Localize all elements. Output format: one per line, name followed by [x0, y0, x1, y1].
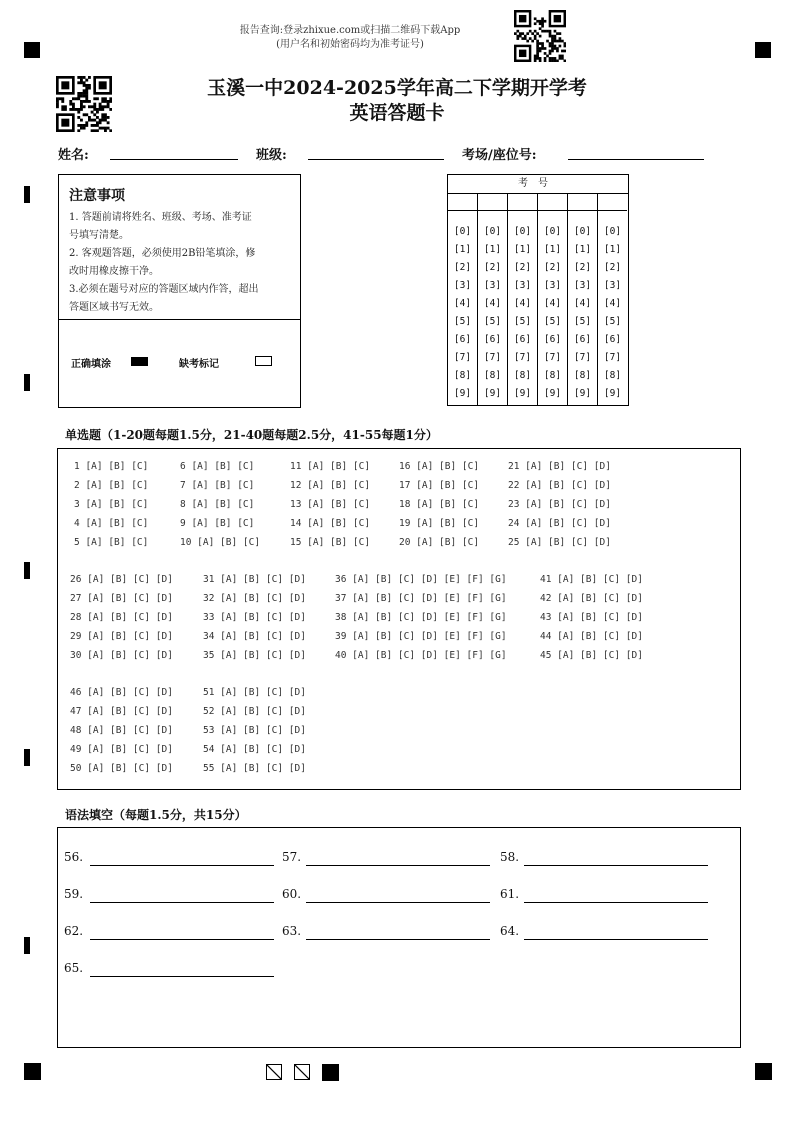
corner-mark-top-right: [755, 42, 771, 58]
mc-question-row[interactable]: 1 [A] [B] [C]: [74, 461, 149, 472]
notice-line: 改时用橡皮擦干净。: [69, 266, 159, 277]
mc-question-row[interactable]: 49 [A] [B] [C] [D]: [70, 744, 173, 755]
digit-bubble[interactable]: [3]: [453, 280, 472, 291]
digit-bubble[interactable]: [6]: [603, 334, 622, 345]
digit-bubble[interactable]: [0]: [603, 226, 622, 237]
digit-bubble[interactable]: [5]: [483, 316, 502, 327]
exam-number-column: [568, 193, 598, 405]
digit-bubble[interactable]: [2]: [573, 262, 592, 273]
grammar-answer-line[interactable]: [524, 902, 708, 903]
digit-bubble[interactable]: [5]: [603, 316, 622, 327]
digit-bubble[interactable]: [4]: [453, 298, 472, 309]
class-field[interactable]: [308, 159, 444, 160]
digit-bubble[interactable]: [0]: [513, 226, 532, 237]
side-mark: [24, 186, 30, 203]
mc-question-row[interactable]: 13 [A] [B] [C]: [290, 499, 371, 510]
mc-question-row[interactable]: 31 [A] [B] [C] [D]: [203, 574, 306, 585]
room-seat-field[interactable]: [568, 159, 704, 160]
title-line-2: 英语答题卡: [349, 102, 445, 124]
exam-number-write-box[interactable]: [478, 193, 507, 211]
corner-mark-bottom-right: [755, 1063, 772, 1080]
grammar-question-number: 56.: [64, 850, 84, 864]
digit-bubble[interactable]: [4]: [573, 298, 592, 309]
digit-bubble[interactable]: [4]: [603, 298, 622, 309]
mc-question-row[interactable]: 22 [A] [B] [C] [D]: [508, 480, 611, 491]
grammar-question-number: 61.: [500, 887, 520, 901]
mc-question-row[interactable]: 17 [A] [B] [C]: [399, 480, 480, 491]
exam-number-digits: [478, 223, 507, 403]
corner-mark-top-left: [24, 42, 40, 58]
digit-bubble[interactable]: [9]: [513, 388, 532, 399]
digit-bubble[interactable]: [3]: [543, 280, 562, 291]
digit-bubble[interactable]: [4]: [543, 298, 562, 309]
room-seat-label: 考场/座位号:: [462, 148, 537, 163]
exam-number-digits: [598, 223, 627, 403]
student-info-row: [58, 144, 718, 164]
mc-question-row[interactable]: 9 [A] [B] [C]: [180, 518, 255, 529]
mc-question-row[interactable]: 48 [A] [B] [C] [D]: [70, 725, 173, 736]
mc-question-row[interactable]: 46 [A] [B] [C] [D]: [70, 687, 173, 698]
correct-fill-label: 正确填涂: [71, 359, 111, 370]
digit-bubble[interactable]: [0]: [453, 226, 472, 237]
exam-number-digits: [538, 223, 567, 403]
mc-question-row[interactable]: 51 [A] [B] [C] [D]: [203, 687, 306, 698]
student-qr-code: [56, 76, 112, 132]
exam-number-write-box[interactable]: [568, 193, 597, 211]
digit-bubble[interactable]: [1]: [573, 244, 592, 255]
digit-bubble[interactable]: [7]: [483, 352, 502, 363]
grammar-question-number: 64.: [500, 924, 520, 938]
exam-number-column: [448, 193, 478, 405]
mc-question-row[interactable]: 42 [A] [B] [C] [D]: [540, 593, 643, 604]
digit-bubble[interactable]: [0]: [573, 226, 592, 237]
mc-question-row[interactable]: 29 [A] [B] [C] [D]: [70, 631, 173, 642]
digit-bubble[interactable]: [8]: [483, 370, 502, 381]
grammar-question-number: 65.: [64, 961, 84, 975]
digit-bubble[interactable]: [5]: [513, 316, 532, 327]
name-label: 姓名:: [58, 148, 89, 163]
mc-question-row[interactable]: 55 [A] [B] [C] [D]: [203, 763, 306, 774]
mc-question-row[interactable]: 24 [A] [B] [C] [D]: [508, 518, 611, 529]
digit-bubble[interactable]: [3]: [603, 280, 622, 291]
digit-bubble[interactable]: [3]: [513, 280, 532, 291]
exam-number-column: [508, 193, 538, 405]
digit-bubble[interactable]: [5]: [453, 316, 472, 327]
mc-question-row[interactable]: 12 [A] [B] [C]: [290, 480, 371, 491]
grammar-answer-line[interactable]: [524, 865, 708, 866]
mc-question-row[interactable]: 43 [A] [B] [C] [D]: [540, 612, 643, 623]
grammar-question-number: 59.: [64, 887, 84, 901]
digit-bubble[interactable]: [2]: [543, 262, 562, 273]
grammar-answer-area: [57, 827, 741, 1048]
grammar-question-number: 57.: [282, 850, 302, 864]
grammar-question-number: 58.: [500, 850, 520, 864]
mc-question-row[interactable]: 25 [A] [B] [C] [D]: [508, 537, 611, 548]
digit-bubble[interactable]: [1]: [543, 244, 562, 255]
digit-bubble[interactable]: [8]: [513, 370, 532, 381]
mc-question-row[interactable]: 21 [A] [B] [C] [D]: [508, 461, 611, 472]
digit-bubble[interactable]: [8]: [453, 370, 472, 381]
digit-bubble[interactable]: [5]: [573, 316, 592, 327]
mc-question-row[interactable]: 26 [A] [B] [C] [D]: [70, 574, 173, 585]
correct-fill-sample: [131, 357, 148, 366]
digit-bubble[interactable]: [9]: [603, 388, 622, 399]
digit-bubble[interactable]: [9]: [453, 388, 472, 399]
mc-question-row[interactable]: 19 [A] [B] [C]: [399, 518, 480, 529]
digit-bubble[interactable]: [6]: [573, 334, 592, 345]
mc-question-row[interactable]: 11 [A] [B] [C]: [290, 461, 371, 472]
digit-bubble[interactable]: [7]: [603, 352, 622, 363]
name-field[interactable]: [110, 159, 238, 160]
mc-question-row[interactable]: 6 [A] [B] [C]: [180, 461, 255, 472]
absent-mark-box[interactable]: [255, 356, 272, 366]
mc-question-row[interactable]: 18 [A] [B] [C]: [399, 499, 480, 510]
notice-line: 1. 答题前请将姓名、班级、考场、准考证: [69, 212, 252, 223]
notice-items: [69, 209, 293, 317]
digit-bubble[interactable]: [5]: [543, 316, 562, 327]
mc-question-row[interactable]: 3 [A] [B] [C]: [74, 499, 149, 510]
filled-box-mark: [322, 1064, 339, 1081]
exam-number-title: 考号: [448, 175, 628, 194]
grammar-answer-line[interactable]: [90, 902, 274, 903]
digit-bubble[interactable]: [3]: [573, 280, 592, 291]
exam-number-digits: [508, 223, 537, 403]
digit-bubble[interactable]: [6]: [453, 334, 472, 345]
digit-bubble[interactable]: [8]: [603, 370, 622, 381]
digit-bubble[interactable]: [2]: [603, 262, 622, 273]
absent-mark-label: 缺考标记: [179, 359, 219, 370]
mc-question-row[interactable]: 52 [A] [B] [C] [D]: [203, 706, 306, 717]
digit-bubble[interactable]: [6]: [483, 334, 502, 345]
mc-question-row[interactable]: 39 [A] [B] [C] [D] [E] [F] [G]: [335, 631, 507, 642]
grammar-question-number: 62.: [64, 924, 84, 938]
digit-bubble[interactable]: [1]: [603, 244, 622, 255]
grammar-answer-line[interactable]: [306, 902, 490, 903]
mc-question-row[interactable]: 34 [A] [B] [C] [D]: [203, 631, 306, 642]
digit-bubble[interactable]: [4]: [513, 298, 532, 309]
mc-question-row[interactable]: 5 [A] [B] [C]: [74, 537, 149, 548]
exam-number-column: [598, 193, 627, 405]
notice-box: [58, 174, 301, 408]
mc-question-row[interactable]: 44 [A] [B] [C] [D]: [540, 631, 643, 642]
exam-number-write-box[interactable]: [538, 193, 567, 211]
note-line-2: (用户名和初始密码均为准考证号): [276, 39, 424, 50]
digit-bubble[interactable]: [7]: [573, 352, 592, 363]
side-mark: [24, 937, 30, 954]
digit-bubble[interactable]: [0]: [483, 226, 502, 237]
mc-question-row[interactable]: 4 [A] [B] [C]: [74, 518, 149, 529]
mc-question-row[interactable]: 47 [A] [B] [C] [D]: [70, 706, 173, 717]
slash-box-mark: [294, 1064, 310, 1080]
slash-box-mark: [266, 1064, 282, 1080]
class-label: 班级:: [256, 148, 287, 163]
mc-question-row[interactable]: 35 [A] [B] [C] [D]: [203, 650, 306, 661]
mc-question-row[interactable]: 28 [A] [B] [C] [D]: [70, 612, 173, 623]
mc-question-row[interactable]: 45 [A] [B] [C] [D]: [540, 650, 643, 661]
app-download-qr-code: [514, 10, 566, 62]
exam-number-column: [538, 193, 568, 405]
exam-number-digits: [448, 223, 477, 403]
exam-number-write-box[interactable]: [508, 193, 537, 211]
mc-question-row[interactable]: 40 [A] [B] [C] [D] [E] [F] [G]: [335, 650, 507, 661]
grammar-section-title: 语法填空（每题1.5分，共15分）: [65, 808, 247, 822]
mc-question-row[interactable]: 32 [A] [B] [C] [D]: [203, 593, 306, 604]
mc-question-row[interactable]: 37 [A] [B] [C] [D] [E] [F] [G]: [335, 593, 507, 604]
digit-bubble[interactable]: [8]: [573, 370, 592, 381]
digit-bubble[interactable]: [1]: [483, 244, 502, 255]
mc-question-row[interactable]: 23 [A] [B] [C] [D]: [508, 499, 611, 510]
mc-question-row[interactable]: 16 [A] [B] [C]: [399, 461, 480, 472]
digit-bubble[interactable]: [2]: [453, 262, 472, 273]
digit-bubble[interactable]: [6]: [543, 334, 562, 345]
mc-question-row[interactable]: 41 [A] [B] [C] [D]: [540, 574, 643, 585]
side-mark: [24, 562, 30, 579]
mc-question-row[interactable]: 30 [A] [B] [C] [D]: [70, 650, 173, 661]
mc-question-row[interactable]: 7 [A] [B] [C]: [180, 480, 255, 491]
digit-bubble[interactable]: [2]: [483, 262, 502, 273]
digit-bubble[interactable]: [7]: [543, 352, 562, 363]
exam-number-grid: [447, 174, 629, 406]
grammar-question-number: 63.: [282, 924, 302, 938]
mc-question-row[interactable]: 54 [A] [B] [C] [D]: [203, 744, 306, 755]
side-mark: [24, 749, 30, 766]
grammar-question-number: 60.: [282, 887, 302, 901]
mc-question-row[interactable]: 8 [A] [B] [C]: [180, 499, 255, 510]
mc-question-row[interactable]: 36 [A] [B] [C] [D] [E] [F] [G]: [335, 574, 507, 585]
exam-number-write-box[interactable]: [448, 193, 477, 211]
notice-title: 注意事项: [69, 188, 125, 204]
exam-number-write-box[interactable]: [598, 193, 627, 211]
notice-line: 答题区域书写无效。: [69, 302, 159, 313]
grammar-answer-line[interactable]: [90, 976, 274, 977]
digit-bubble[interactable]: [9]: [543, 388, 562, 399]
side-mark: [24, 374, 30, 391]
mc-question-row[interactable]: 27 [A] [B] [C] [D]: [70, 593, 173, 604]
digit-bubble[interactable]: [9]: [483, 388, 502, 399]
digit-bubble[interactable]: [9]: [573, 388, 592, 399]
notice-divider: [59, 319, 300, 320]
notice-line: 2. 客观题答题，必须使用2B铅笔填涂，修: [69, 248, 256, 259]
mc-question-row[interactable]: 33 [A] [B] [C] [D]: [203, 612, 306, 623]
mc-question-row[interactable]: 2 [A] [B] [C]: [74, 480, 149, 491]
mc-question-row[interactable]: 14 [A] [B] [C]: [290, 518, 371, 529]
digit-bubble[interactable]: [8]: [543, 370, 562, 381]
digit-bubble[interactable]: [7]: [453, 352, 472, 363]
digit-bubble[interactable]: [0]: [543, 226, 562, 237]
grammar-answer-line[interactable]: [90, 865, 274, 866]
grammar-answer-line[interactable]: [524, 939, 708, 940]
mc-answer-area: [57, 448, 741, 790]
mc-question-row[interactable]: 38 [A] [B] [C] [D] [E] [F] [G]: [335, 612, 507, 623]
digit-bubble[interactable]: [4]: [483, 298, 502, 309]
mc-question-row[interactable]: 50 [A] [B] [C] [D]: [70, 763, 173, 774]
mc-question-row[interactable]: 15 [A] [B] [C]: [290, 537, 371, 548]
mc-section-title: 单选题（1-20题每题1.5分，21-40题每题2.5分，41-55每题1分）: [65, 428, 438, 442]
notice-line: 号填写清楚。: [69, 230, 129, 241]
corner-mark-bottom-left: [24, 1063, 41, 1080]
grammar-answer-line[interactable]: [306, 865, 490, 866]
report-query-note: [190, 24, 510, 52]
mc-question-row[interactable]: 10 [A] [B] [C]: [180, 537, 261, 548]
exam-number-digits: [568, 223, 597, 403]
exam-number-column: [478, 193, 508, 405]
digit-bubble[interactable]: [6]: [513, 334, 532, 345]
digit-bubble[interactable]: [7]: [513, 352, 532, 363]
digit-bubble[interactable]: [1]: [513, 244, 532, 255]
mc-question-row[interactable]: 53 [A] [B] [C] [D]: [203, 725, 306, 736]
page-title: [160, 76, 634, 126]
mc-question-row[interactable]: 20 [A] [B] [C]: [399, 537, 480, 548]
grammar-answer-line[interactable]: [306, 939, 490, 940]
note-line-1: 报告查询:登录zhixue.com或扫描二维码下载App: [239, 25, 461, 36]
notice-line: 3.必须在题号对应的答题区域内作答，超出: [69, 284, 259, 295]
digit-bubble[interactable]: [2]: [513, 262, 532, 273]
grammar-answer-line[interactable]: [90, 939, 274, 940]
digit-bubble[interactable]: [1]: [453, 244, 472, 255]
title-line-1: 玉溪一中2024-2025学年高二下学期开学考: [207, 77, 587, 99]
digit-bubble[interactable]: [3]: [483, 280, 502, 291]
